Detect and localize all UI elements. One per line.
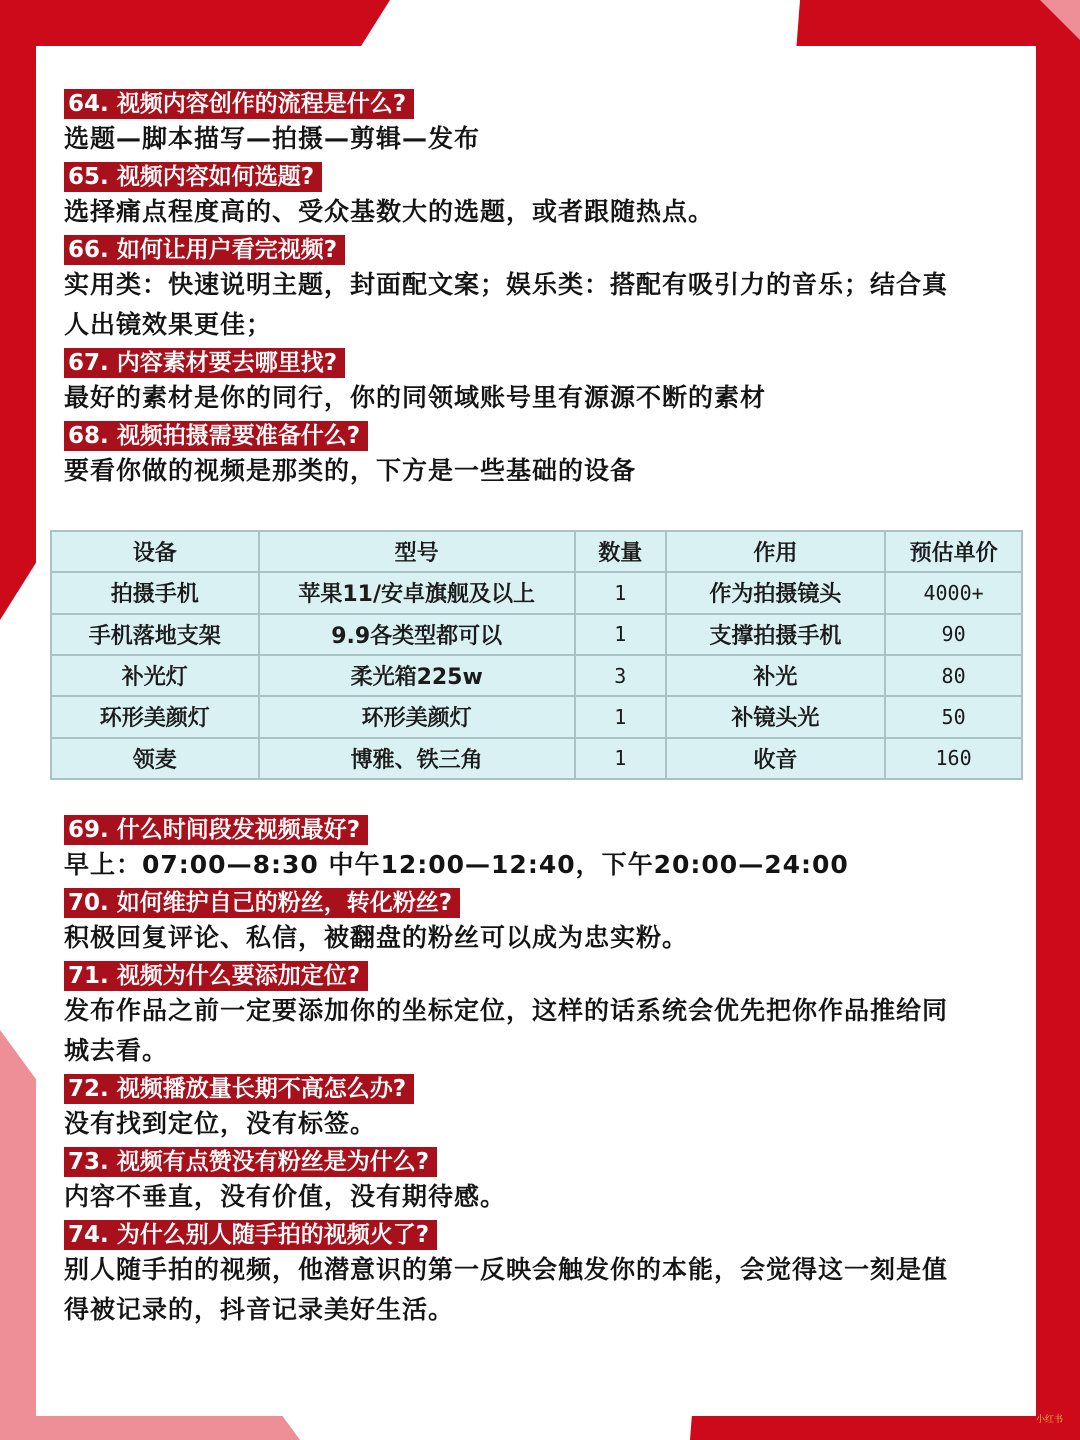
qa-section-top bbox=[64, 86, 1024, 491]
table-cell: 1 bbox=[575, 614, 666, 655]
answer-text: 实用类：快速说明主题，封面配文案；娱乐类：搭配有吸引力的音乐；结合真 bbox=[64, 270, 949, 299]
answer-text: 人出镜效果更佳； bbox=[64, 310, 273, 339]
table-header-cell: 作用 bbox=[666, 531, 885, 572]
equipment-table bbox=[50, 530, 1023, 780]
table-cell: 环形美颜灯 bbox=[259, 696, 575, 737]
table-row bbox=[51, 696, 1022, 737]
table-cell: 补镜头光 bbox=[666, 696, 885, 737]
table-header-cell: 数量 bbox=[575, 531, 666, 572]
table-cell: 柔光箱225w bbox=[259, 655, 575, 696]
question-heading: 64. 视频内容创作的流程是什么? bbox=[64, 89, 414, 119]
answer-text: 选择痛点程度高的、受众基数大的选题，或者跟随热点。 bbox=[64, 197, 715, 226]
qa-item bbox=[64, 1074, 1024, 1144]
answer-text: 选题—脚本描写—拍摄—剪辑—发布 bbox=[64, 124, 481, 153]
table-cell: 9.9各类型都可以 bbox=[259, 614, 575, 655]
question-heading: 74. 为什么别人随手拍的视频火了? bbox=[64, 1220, 437, 1250]
qa-item bbox=[64, 235, 1024, 345]
question-heading: 71. 视频为什么要添加定位? bbox=[64, 961, 368, 991]
answer-text: 最好的素材是你的同行，你的同领域账号里有源源不断的素材 bbox=[64, 383, 767, 412]
answer-text: 得被记录的，抖音记录美好生活。 bbox=[64, 1295, 455, 1324]
table-cell: 领麦 bbox=[51, 738, 259, 779]
question-heading: 65. 视频内容如何选题? bbox=[64, 162, 322, 192]
table-cell: 拍摄手机 bbox=[51, 572, 259, 613]
table-cell: 环形美颜灯 bbox=[51, 696, 259, 737]
answer-text: 没有找到定位，没有标签。 bbox=[64, 1109, 377, 1138]
question-heading: 69. 什么时间段发视频最好? bbox=[64, 815, 368, 845]
question-heading: 68. 视频拍摄需要准备什么? bbox=[64, 421, 368, 451]
answer-text: 积极回复评论、私信，被翻盘的粉丝可以成为忠实粉。 bbox=[64, 923, 689, 952]
qa-item bbox=[64, 888, 1024, 958]
question-heading: 66. 如何让用户看完视频? bbox=[64, 235, 345, 265]
table-cell: 160 bbox=[885, 738, 1022, 779]
table-cell: 3 bbox=[575, 655, 666, 696]
qa-item bbox=[64, 815, 1024, 885]
table-cell: 手机落地支架 bbox=[51, 614, 259, 655]
table-cell: 补光 bbox=[666, 655, 885, 696]
table-cell: 1 bbox=[575, 738, 666, 779]
table-cell: 90 bbox=[885, 614, 1022, 655]
table-cell: 80 bbox=[885, 655, 1022, 696]
table-cell: 4000+ bbox=[885, 572, 1022, 613]
question-heading: 70. 如何维护自己的粉丝，转化粉丝? bbox=[64, 888, 460, 918]
table-cell: 博雅、铁三角 bbox=[259, 738, 575, 779]
qa-item bbox=[64, 162, 1024, 232]
qa-item bbox=[64, 348, 1024, 418]
answer-text: 发布作品之前一定要添加你的坐标定位，这样的话系统会优先把你作品推给同 bbox=[64, 996, 949, 1025]
question-heading: 73. 视频有点赞没有粉丝是为什么? bbox=[64, 1147, 437, 1177]
table-row bbox=[51, 614, 1022, 655]
qa-item bbox=[64, 89, 1024, 159]
qa-item bbox=[64, 1147, 1024, 1217]
table-cell: 收音 bbox=[666, 738, 885, 779]
table-header-cell: 型号 bbox=[259, 531, 575, 572]
answer-text: 内容不垂直，没有价值，没有期待感。 bbox=[64, 1182, 507, 1211]
table-cell: 支撑拍摄手机 bbox=[666, 614, 885, 655]
table-cell: 补光灯 bbox=[51, 655, 259, 696]
table-row bbox=[51, 572, 1022, 613]
table-header-cell: 预估单价 bbox=[885, 531, 1022, 572]
question-heading: 72. 视频播放量长期不高怎么办? bbox=[64, 1074, 414, 1104]
table-header-cell: 设备 bbox=[51, 531, 259, 572]
answer-text: 早上：07:00—8:30 中午12:00—12:40，下午20:00—24:00 bbox=[64, 850, 849, 879]
table-cell: 作为拍摄镜头 bbox=[666, 572, 885, 613]
table-row bbox=[51, 655, 1022, 696]
answer-text: 别人随手拍的视频，他潜意识的第一反映会触发你的本能，会觉得这一刻是值 bbox=[64, 1255, 949, 1284]
answer-text: 城去看。 bbox=[64, 1036, 169, 1065]
table-cell: 苹果11/安卓旗舰及以上 bbox=[259, 572, 575, 613]
qa-section-bottom bbox=[64, 812, 1024, 1330]
table-row bbox=[51, 738, 1022, 779]
answer-text: 要看你做的视频是那类的，下方是一些基础的设备 bbox=[64, 456, 637, 485]
table-cell: 1 bbox=[575, 696, 666, 737]
table-header-row bbox=[51, 531, 1022, 572]
question-heading: 67. 内容素材要去哪里找? bbox=[64, 348, 345, 378]
qa-item bbox=[64, 1220, 1024, 1330]
table-cell: 50 bbox=[885, 696, 1022, 737]
qa-item bbox=[64, 961, 1024, 1071]
qa-item bbox=[64, 421, 1024, 491]
watermark-logo: 小红书 bbox=[1036, 1415, 1064, 1425]
table-cell: 1 bbox=[575, 572, 666, 613]
